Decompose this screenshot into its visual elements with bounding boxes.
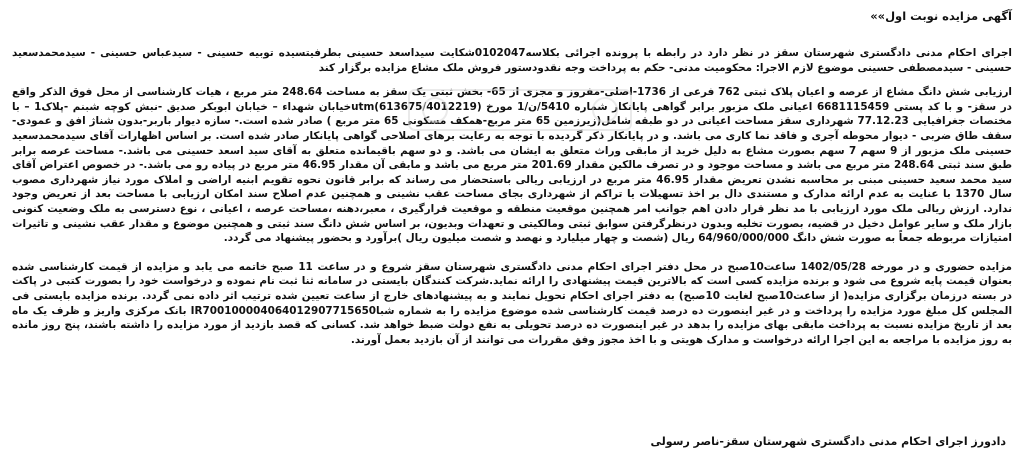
signature-line: دادورز اجرای احکام مدنی دادگستری شهرستان سقز-ناصر رسولی (650, 435, 1006, 448)
notice-heading: آگهی مزایده نوبت اول»» (870, 9, 1012, 23)
intro-paragraph: اجرای احکام مدنی دادگستری شهرستان سقز در نظر دارد در رابطه با پرونده اجرائی بکلاسه0102047شکایت سیداسعد حسینی بطرفیتسیده توبیه حسینی - سیدعباس حسینی - سیدمحمدسعید حسینی - سیدمصطفی حسینی موضوع لازم الاجرا: محکومیت مدنی- حکم به پرداخت وجه نقدودستور فروش ملک مشاع مزایده برگزار کند (12, 47, 1012, 74)
auction-terms-paragraph: مزایده حضوری و در مورخه 1402/05/28 ساعت10صبح در محل دفتر اجرای احکام مدنی دادگستری شهرستان سقز شروع و در ساعت 11 صبح خاتمه می یابد و مزایده از قیمت کارشناسی شده بعنوان قیمت پایه شروع می شود و برنده مزایده کسی است که بالاترین قیمت پیشنهادی را ارائه نماید.شرکت کنندگان بایستی در سامانه ثنا ثبت نام نموده و درخواست خود را بصورت کتبی در پاکت در بسته درزمان برگزاری مزایده( از ساعت10صبح لغایت 10صبح) به دفتر اجرای احکام تحویل نمایند و به پیشنهادهای خارج از ساعت تعیین شده ترتیب اثر داده نمی گردد. برنده مزایده بایستی فی المجلس کل مبلغ مورد مزایده را پرداخت و در غیر اینصورت ده درصد قیمت کارشناسی شده موضوع مزایده را به شماره شباIR700100004064012907715650 بانک مرکزی واریز و ظرف یک ماه بعد از تاریخ مزایده نسبت به پرداخت مابقی بهای مزایده را بدهد در غیر اینصورت ده درصد تحویلی به نفع دولت ضبط خواهد شد. کسانی که قصد بازدید از مورد مزایده را داشته باشند، پنج روز مانده به روز مزایده با مراجعه به این اجرا ارائه درخواست و مدارک هویتی و با اخذ مجوز وفق مقررات می توانند از آن بازدید بعمل آورند. (12, 260, 1013, 346)
valuation-paragraph: ارزیابی شش دانگ مشاع از عرصه و اعیان پلاک ثبتی 762 فرعی از 1736-اصلی-مفروز و مجزی از 65- بخش ثبتی یک سقز به مساحت 248.64 متر مربع ، هیات کارشناسی از محل فوق الذکر واقع در سقز- و با کد پستی 6681115459 اعیانی ملک مزبور برابر گواهی پایانکار شماره 5410/ن/1 مورخ (613675/4012219)utmخیابان شهداء – خیابان ابوبکر صدیق -نبش کوچه شبنم -پلاک1 – با مختصات جغرافیایی 77.12.23 شهرداری سقز مساحت اعیانی در دو طبقه شامل(زیرزمین 65 متر مربع-همکف مسکونی 65 متر مربع ) صادر شده است.- سازه دیوار باربر-بدون شناژ افق و عمودی-سقف طاق ضربی - دیوار محوطه آجری و فاقد نما کاری می باشد. و در پایانکار ذکر گردیده با توجه به رعایت برهای اصلاحی گواهی پایانکار صادر شده است. بر اساس اظهارات آقای سیدمحمدسعید حسینی ملک مزبور از 9 سهم 7 سهم بصورت مشاع به دلیل خرید از مابقی وراث متعلق به ایشان می باشد. و دو سهم باقیمانده متعلق به آقای سید اسعد حسینی می باشد.- مساحت عرصه برابر طبق سند ثبتی 248.64 متر مربع می باشد و مساحت موجود و در تصرف مالکین مقدار 201.69 متر مربع می باشد و مابقی آن مقدار 46.95 متر مربع در پیاده رو می باشد.- در خصوص اعتراض آقای سید محمد سعید حسینی مبنی بر محاسبه نشدن تعریض مقدار 46.95 متر مربع در ارزیابی ریالی باستحضار می رساند که برابر قانون نحوه تقویم ابنیه اراضی و املاک مورد نیاز شهرداری مصوب سال 1370 با عنایت به عدم ارائه مدارک و مستندی دال بر اخذ تسهیلات یا تراکم از شهرداری بجای مساحت عقب نشینی و همچنین عدم اصلاح سند امکان ارزیابی با مساحت بعد از تعریض وجود ندارد. ارزش ریالی ملک مورد ارزیابی با مد نظر قرار دادن اهم جوانب امر همچنین موقعیت منطقه و موقعیت قرارگیری ، معبر،دهنه ،مساحت عرصه ، اعیانی ، نوع دسترسی به ملک وضعیت کنونی بازار ملک و سایر عوامل دخیل در قضیه، بصورت تخلیه وبدون درنظرگرفتن سوابق ثبتی ومالکیتی و تعهدات وبدیون، بر اساس شش دانگ سند ثبتی و همچنین موضوع و مقدار عقب نشینی و تاثیرات امتیازات مربوطه جمعاً به صورت شش دانگ 64/960/000/000 ریال (شصت و چهار میلیارد و نهصد و شصت میلیون ریال )برآورد و بحضور پیشنهاد می گردد. (12, 86, 1013, 245)
